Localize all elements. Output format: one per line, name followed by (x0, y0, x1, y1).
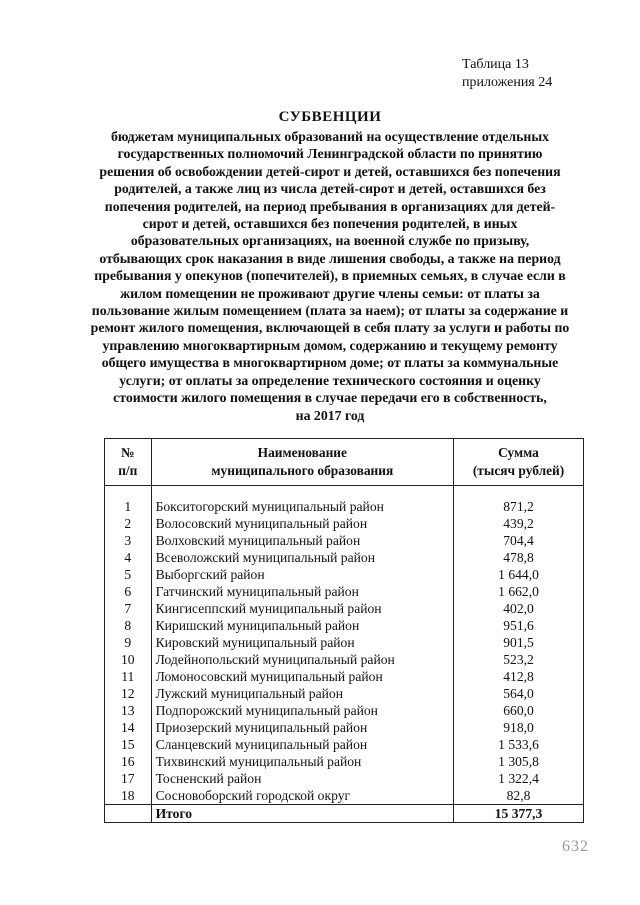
header-municipality (151, 439, 453, 486)
subtitle-line: управлению многоквартирным домом, содержанию и текущему ремонту (102, 337, 558, 353)
subtitle-line: ремонт жилого помещения, включающей в себя плату за услуги и работы по (90, 320, 570, 336)
table-row (105, 486, 584, 516)
header-number-line2: п/п (118, 463, 138, 478)
row-number: 10 (105, 651, 152, 668)
row-sum: 704,4 (454, 532, 584, 549)
document-title: СУБВЕНЦИИ (278, 109, 382, 125)
row-municipality: Тосненский район (151, 770, 453, 787)
row-municipality: Приозерский муниципальный район (151, 719, 453, 736)
total-row (105, 805, 584, 823)
row-number: 14 (105, 719, 152, 736)
subtitle-line: услуги; от оплаты за определение технического состояния и оценку (119, 372, 541, 388)
row-municipality: Сланцевский муниципальный район (151, 736, 453, 753)
total-label: Итого (151, 805, 453, 823)
table-row (105, 549, 584, 566)
row-sum: 82,8 (454, 787, 584, 805)
row-municipality: Кингисеппский муниципальный район (151, 600, 453, 617)
subtitle-line: образовательных организациях, на военной службе по призыву, (130, 233, 530, 249)
table-row (105, 736, 584, 753)
total-number-cell (105, 805, 152, 823)
row-municipality: Кировский муниципальный район (151, 634, 453, 651)
row-municipality: Подпорожский муниципальный район (151, 702, 453, 719)
row-sum: 1 644,0 (454, 566, 584, 583)
subtitle-line: пользование жилым помещением (плата за наем); от платы за содержание и (91, 303, 569, 319)
header-sum-line1: Сумма (498, 445, 539, 460)
table-row (105, 685, 584, 702)
row-municipality: Сосновоборский городской округ (151, 787, 453, 805)
subventions-table (104, 438, 584, 823)
row-number: 18 (105, 787, 152, 805)
row-sum: 523,2 (454, 651, 584, 668)
subtitle-line: попечения родителей, на период пребывания в организациях для детей- (104, 198, 556, 214)
subtitle-line: общего имущества в многоквартирном доме; от платы за коммунальные (101, 355, 559, 371)
row-number: 3 (105, 532, 152, 549)
row-number: 9 (105, 634, 152, 651)
subtitle-line: пребывания у опекунов (попечителей), в приемных семьях, в случае если в (94, 268, 566, 284)
row-sum: 1 305,8 (454, 753, 584, 770)
table-row (105, 515, 584, 532)
row-municipality: Лодейнопольский муниципальный район (151, 651, 453, 668)
row-sum: 1 322,4 (454, 770, 584, 787)
row-sum: 951,6 (454, 617, 584, 634)
row-number: 15 (105, 736, 152, 753)
row-sum: 871,2 (454, 486, 584, 516)
header-number-line1: № (121, 445, 135, 460)
total-sum: 15 377,3 (454, 805, 584, 823)
table-row (105, 651, 584, 668)
header-number (105, 439, 152, 486)
table-row (105, 668, 584, 685)
subtitle-line: бюджетам муниципальных образований на осуществление отдельных (110, 129, 550, 144)
row-municipality: Лужский муниципальный район (151, 685, 453, 702)
table-row (105, 532, 584, 549)
table-row (105, 787, 584, 805)
row-municipality: Ломоносовский муниципальный район (151, 668, 453, 685)
row-municipality: Всеволожский муниципальный район (151, 549, 453, 566)
row-municipality: Гатчинский муниципальный район (151, 583, 453, 600)
row-sum: 660,0 (454, 702, 584, 719)
row-sum: 564,0 (454, 685, 584, 702)
table-row (105, 702, 584, 719)
table-row (105, 566, 584, 583)
table-row (105, 617, 584, 634)
row-sum: 402,0 (454, 600, 584, 617)
row-number: 13 (105, 702, 152, 719)
table-row (105, 753, 584, 770)
row-municipality: Киришский муниципальный район (151, 617, 453, 634)
row-municipality: Выборгский район (151, 566, 453, 583)
subtitle-line: отбывающих срок наказания в виде лишения свободы, а также на период (99, 250, 561, 266)
row-sum: 1 662,0 (454, 583, 584, 600)
row-number: 8 (105, 617, 152, 634)
header-municipality-line2: муниципального образования (211, 463, 394, 478)
row-municipality: Волховский муниципальный район (151, 532, 453, 549)
row-number: 11 (105, 668, 152, 685)
header-sum (454, 439, 584, 486)
table-number: Таблица 13 (462, 57, 529, 72)
header-sum-line2: (тысяч рублей) (472, 463, 565, 478)
row-sum: 901,5 (454, 634, 584, 651)
row-number: 5 (105, 566, 152, 583)
document-heading (70, 108, 590, 424)
row-number: 7 (105, 600, 152, 617)
appendix-number: приложения 24 (462, 75, 553, 90)
table-row (105, 583, 584, 600)
row-number: 17 (105, 770, 152, 787)
table-row (105, 600, 584, 617)
subtitle-line: решения об освобождении детей-сирот и детей, оставшихся без попечения (99, 163, 561, 179)
table-header-row (105, 439, 584, 486)
row-number: 1 (105, 486, 152, 516)
header-municipality-line1: Наименование (257, 445, 347, 460)
subtitle-line: сирот и детей, оставшихся без попечения родителей, в иных (142, 216, 518, 232)
row-sum: 1 533,6 (454, 736, 584, 753)
subtitle-line: государственных полномочий Ленинградской области по принятию (117, 146, 543, 162)
row-municipality: Волосовский муниципальный район (151, 515, 453, 532)
table-row (105, 770, 584, 787)
row-number: 16 (105, 753, 152, 770)
table-reference (462, 56, 552, 92)
page-number-stamp: 632 (562, 838, 589, 855)
subtitle-line: жилом помещении не проживают другие члены семьи: от платы за (120, 285, 540, 301)
subtitle-line: родителей, а также лиц из числа детей-сирот и детей, оставшихся без (114, 181, 546, 197)
document-subtitle (70, 128, 590, 424)
table-row (105, 719, 584, 736)
row-sum: 478,8 (454, 549, 584, 566)
row-sum: 412,8 (454, 668, 584, 685)
row-number: 4 (105, 549, 152, 566)
row-number: 12 (105, 685, 152, 702)
row-sum: 918,0 (454, 719, 584, 736)
table-row (105, 634, 584, 651)
subtitle-line: на 2017 год (295, 407, 365, 423)
row-sum: 439,2 (454, 515, 584, 532)
row-number: 2 (105, 515, 152, 532)
row-municipality: Тихвинский муниципальный район (151, 753, 453, 770)
row-number: 6 (105, 583, 152, 600)
subtitle-line: стоимости жилого помещения в случае передачи его в собственность, (113, 390, 547, 406)
row-municipality: Бокситогорский муниципальный район (151, 486, 453, 516)
